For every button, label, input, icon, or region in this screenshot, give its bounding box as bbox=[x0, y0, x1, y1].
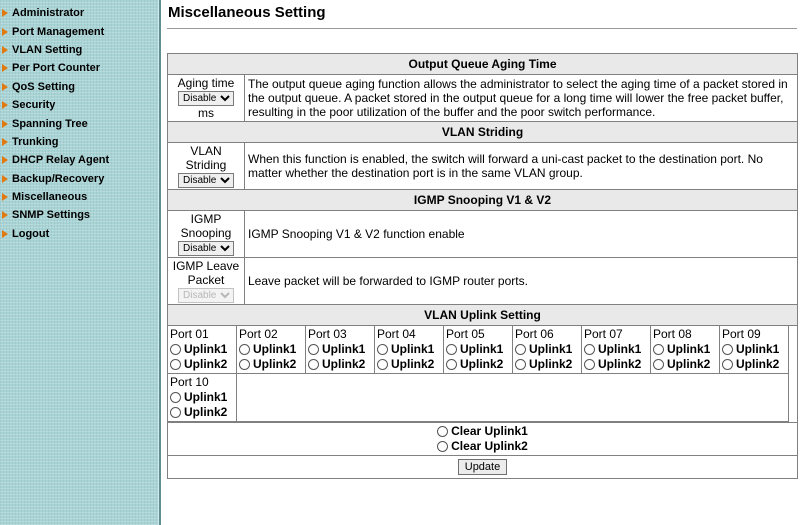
uplink2-label: Uplink2 bbox=[736, 357, 780, 371]
radio-icon[interactable] bbox=[308, 344, 319, 355]
sidebar-menu bbox=[0, 0, 158, 243]
port-cell bbox=[306, 326, 374, 373]
clear-uplink2-label: Clear Uplink2 bbox=[451, 439, 528, 453]
radio-icon[interactable] bbox=[239, 344, 250, 355]
uplink2-label: Uplink2 bbox=[460, 357, 504, 371]
port-cell bbox=[168, 374, 236, 421]
update-button[interactable]: Update bbox=[458, 459, 507, 475]
sidebar-item-label: QoS Setting bbox=[12, 80, 75, 93]
sidebar-item-per-port-counter[interactable] bbox=[0, 59, 158, 77]
arrow-right-icon bbox=[2, 46, 8, 54]
port-cell bbox=[237, 326, 305, 373]
arrow-right-icon bbox=[2, 193, 8, 201]
radio-icon[interactable] bbox=[170, 344, 181, 355]
uplink2-radio[interactable] bbox=[446, 357, 510, 372]
port-label: Port 07 bbox=[584, 327, 623, 341]
arrow-right-icon bbox=[2, 230, 8, 238]
clear-uplink1-label: Clear Uplink1 bbox=[451, 424, 528, 438]
port-cell bbox=[651, 326, 719, 373]
radio-icon[interactable] bbox=[170, 359, 181, 370]
page-title: Miscellaneous Setting bbox=[168, 4, 326, 21]
uplink1-radio[interactable] bbox=[308, 342, 372, 357]
main-content bbox=[167, 0, 797, 479]
igmp-snooping-label-cell bbox=[168, 211, 244, 257]
sidebar-item-label: Administrator bbox=[12, 7, 85, 20]
port-label: Port 02 bbox=[239, 327, 278, 341]
section-header-igmp: IGMP Snooping V1 & V2 bbox=[168, 190, 797, 210]
uplink-ports-cell bbox=[168, 326, 797, 422]
port-label: Port 10 bbox=[170, 375, 209, 389]
igmp-snooping-description: IGMP Snooping V1 & V2 function enable bbox=[245, 211, 797, 257]
radio-icon[interactable] bbox=[446, 359, 457, 370]
uplink2-label: Uplink2 bbox=[598, 357, 642, 371]
arrow-right-icon bbox=[2, 138, 8, 146]
port-label: Port 09 bbox=[722, 327, 761, 341]
arrow-right-icon bbox=[2, 211, 8, 219]
sidebar-item-dhcp-relay-agent[interactable] bbox=[0, 151, 158, 169]
uplink1-radio[interactable] bbox=[170, 342, 234, 357]
uplink1-label: Uplink1 bbox=[184, 342, 228, 356]
sidebar-item-label: Logout bbox=[12, 227, 50, 240]
vlan-striding-select[interactable] bbox=[178, 173, 234, 188]
uplink-ports-table bbox=[167, 325, 789, 422]
port-cell bbox=[168, 326, 236, 373]
arrow-right-icon bbox=[2, 9, 8, 17]
section-header-vlan-striding: VLAN Striding bbox=[168, 122, 797, 142]
sidebar-item-miscellaneous[interactable] bbox=[0, 188, 158, 206]
port-label: Port 08 bbox=[653, 327, 692, 341]
igmp-snooping-label: IGMP Snooping bbox=[180, 212, 232, 240]
aging-unit: ms bbox=[198, 106, 214, 120]
uplink1-radio[interactable] bbox=[653, 342, 717, 357]
uplink2-label: Uplink2 bbox=[529, 357, 573, 371]
uplink2-radio[interactable] bbox=[722, 357, 786, 372]
radio-icon[interactable] bbox=[584, 344, 595, 355]
vlan-striding-label-cell bbox=[168, 143, 244, 189]
clear-uplink1-radio[interactable] bbox=[171, 424, 794, 439]
aging-description: The output queue aging function allows the administrator to select the aging time of a packet stored in the output queue. A packet stored in the output queue for a long time will lower the free packet buffer, resulting in the poor utilization of the buffer and the poor switch performance. bbox=[245, 75, 797, 121]
arrow-right-icon bbox=[2, 83, 8, 91]
radio-icon[interactable] bbox=[170, 392, 181, 403]
port-cell bbox=[720, 326, 788, 373]
radio-icon[interactable] bbox=[584, 359, 595, 370]
aging-time-select[interactable] bbox=[178, 91, 234, 106]
arrow-right-icon bbox=[2, 28, 8, 36]
sidebar-item-label: DHCP Relay Agent bbox=[12, 154, 110, 167]
uplink1-label: Uplink1 bbox=[667, 342, 711, 356]
arrow-right-icon bbox=[2, 120, 8, 128]
section-header-uplink: VLAN Uplink Setting bbox=[168, 305, 797, 325]
port-cell bbox=[582, 326, 650, 373]
port-label: Port 04 bbox=[377, 327, 416, 341]
uplink1-radio[interactable] bbox=[515, 342, 579, 357]
section-header-aging: Output Queue Aging Time bbox=[168, 54, 797, 74]
radio-icon[interactable] bbox=[170, 407, 181, 418]
uplink2-radio[interactable] bbox=[239, 357, 303, 372]
uplink1-label: Uplink1 bbox=[529, 342, 573, 356]
igmp-leave-select bbox=[178, 288, 234, 303]
radio-icon[interactable] bbox=[722, 344, 733, 355]
port-cell bbox=[444, 326, 512, 373]
sidebar-item-label: VLAN Setting bbox=[12, 43, 83, 56]
radio-icon[interactable] bbox=[446, 344, 457, 355]
uplink1-radio[interactable] bbox=[377, 342, 441, 357]
sidebar-item-label: Port Management bbox=[12, 25, 105, 38]
sidebar-item-label: SNMP Settings bbox=[12, 209, 91, 222]
sidebar-item-snmp-settings[interactable] bbox=[0, 206, 158, 224]
port-cell bbox=[513, 326, 581, 373]
arrow-right-icon bbox=[2, 64, 8, 72]
sidebar-item-port-management[interactable] bbox=[0, 22, 158, 40]
radio-icon[interactable] bbox=[377, 359, 388, 370]
sidebar-item-label: Per Port Counter bbox=[12, 62, 101, 75]
uplink1-radio[interactable] bbox=[170, 390, 234, 405]
sidebar-item-spanning-tree[interactable] bbox=[0, 114, 158, 132]
uplink2-radio[interactable] bbox=[377, 357, 441, 372]
radio-icon[interactable] bbox=[377, 344, 388, 355]
update-cell bbox=[168, 456, 797, 478]
arrow-right-icon bbox=[2, 101, 8, 109]
sidebar-item-backup-recovery[interactable] bbox=[0, 170, 158, 188]
uplink1-label: Uplink1 bbox=[460, 342, 504, 356]
uplink1-radio[interactable] bbox=[722, 342, 786, 357]
uplink2-label: Uplink2 bbox=[391, 357, 435, 371]
sidebar-item-label: Spanning Tree bbox=[12, 117, 88, 130]
sidebar-item-label: Trunking bbox=[12, 135, 59, 148]
uplink2-label: Uplink2 bbox=[184, 405, 228, 419]
sidebar-item-logout[interactable] bbox=[0, 225, 158, 243]
sidebar-item-label: Backup/Recovery bbox=[12, 172, 105, 185]
sidebar-item-trunking[interactable] bbox=[0, 133, 158, 151]
uplink1-label: Uplink1 bbox=[253, 342, 297, 356]
radio-icon[interactable] bbox=[722, 359, 733, 370]
uplink2-label: Uplink2 bbox=[667, 357, 711, 371]
igmp-leave-description: Leave packet will be forwarded to IGMP router ports. bbox=[245, 258, 797, 304]
sidebar-item-administrator[interactable] bbox=[0, 4, 158, 22]
uplink1-radio[interactable] bbox=[446, 342, 510, 357]
uplink1-label: Uplink1 bbox=[391, 342, 435, 356]
uplink2-label: Uplink2 bbox=[253, 357, 297, 371]
uplink1-label: Uplink1 bbox=[322, 342, 366, 356]
radio-icon[interactable] bbox=[653, 344, 664, 355]
port-label: Port 05 bbox=[446, 327, 485, 341]
radio-icon[interactable] bbox=[515, 359, 526, 370]
uplink2-radio[interactable] bbox=[584, 357, 648, 372]
radio-icon[interactable] bbox=[308, 359, 319, 370]
uplink2-radio[interactable] bbox=[170, 357, 234, 372]
radio-icon[interactable] bbox=[437, 426, 448, 437]
port-cell bbox=[375, 326, 443, 373]
uplink2-radio[interactable] bbox=[653, 357, 717, 372]
uplink2-radio[interactable] bbox=[170, 405, 234, 420]
empty-port-filler bbox=[237, 374, 788, 421]
uplink1-radio[interactable] bbox=[584, 342, 648, 357]
sidebar-divider bbox=[158, 0, 161, 525]
uplink2-label: Uplink2 bbox=[322, 357, 366, 371]
port-label: Port 01 bbox=[170, 327, 209, 341]
uplink2-radio[interactable] bbox=[308, 357, 372, 372]
radio-icon[interactable] bbox=[515, 344, 526, 355]
aging-label: Aging time bbox=[177, 76, 235, 90]
sidebar bbox=[0, 0, 158, 525]
aging-label-cell bbox=[168, 75, 244, 121]
igmp-snooping-select[interactable] bbox=[178, 241, 234, 256]
radio-icon[interactable] bbox=[653, 359, 664, 370]
igmp-leave-label: IGMP Leave Packet bbox=[172, 259, 240, 287]
vlan-striding-description: When this function is enabled, the switch will forward a uni-cast packet to the destination port. No matter whether the destination port is in the same VLAN group. bbox=[245, 143, 797, 189]
clear-uplink2-radio[interactable] bbox=[171, 439, 794, 454]
clear-uplink-cell bbox=[168, 423, 797, 455]
port-label: Port 03 bbox=[308, 327, 347, 341]
sidebar-item-vlan-setting[interactable] bbox=[0, 41, 158, 59]
uplink1-label: Uplink1 bbox=[598, 342, 642, 356]
sidebar-item-label: Security bbox=[12, 99, 56, 112]
title-divider bbox=[167, 28, 797, 29]
uplink2-label: Uplink2 bbox=[184, 357, 228, 371]
arrow-right-icon bbox=[2, 156, 8, 164]
radio-icon[interactable] bbox=[239, 359, 250, 370]
vlan-striding-label: VLAN Striding bbox=[185, 144, 227, 172]
uplink1-radio[interactable] bbox=[239, 342, 303, 357]
arrow-right-icon bbox=[2, 175, 8, 183]
igmp-leave-label-cell bbox=[168, 258, 244, 304]
radio-icon[interactable] bbox=[437, 441, 448, 452]
sidebar-item-security[interactable] bbox=[0, 96, 158, 114]
settings-table bbox=[167, 53, 798, 479]
uplink1-label: Uplink1 bbox=[736, 342, 780, 356]
sidebar-item-qos-setting[interactable] bbox=[0, 78, 158, 96]
uplink1-label: Uplink1 bbox=[184, 390, 228, 404]
sidebar-item-label: Miscellaneous bbox=[12, 191, 88, 204]
uplink2-radio[interactable] bbox=[515, 357, 579, 372]
port-label: Port 06 bbox=[515, 327, 554, 341]
